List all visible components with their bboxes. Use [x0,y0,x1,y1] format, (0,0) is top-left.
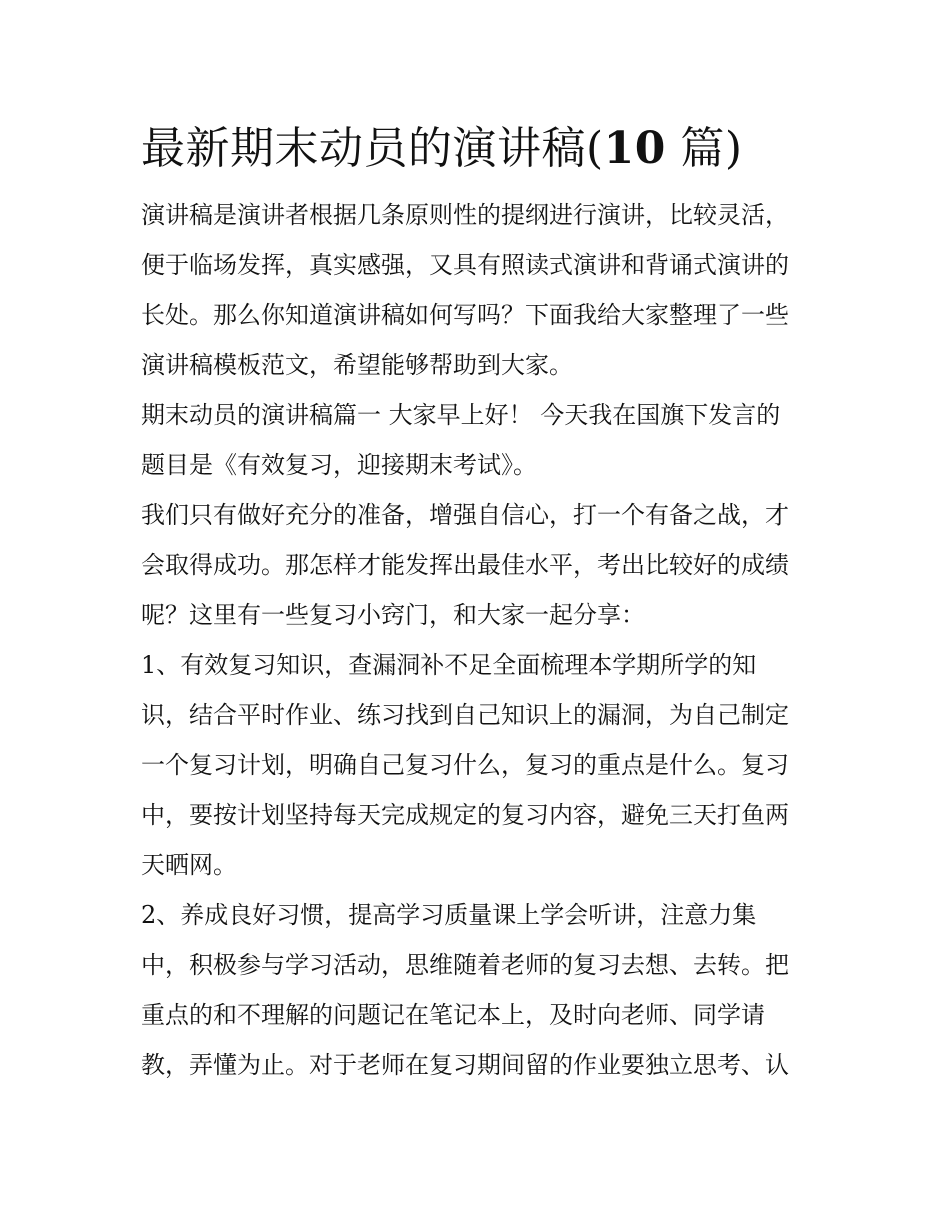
text-line: 教，弄懂为止。对于老师在复习期间留的作业要独立思考、认 [141,1051,789,1079]
tip-1-paragraph [141,640,813,890]
text-line: 我们只有做好充分的准备，增强自信心，打一个有备之战，才 [141,501,789,529]
text-line: 重点的和不理解的问题记在笔记本上，及时向老师、同学请 [141,1001,765,1029]
text-line: 中，积极参与学习活动，思维随着老师的复习去想、去转。把 [141,951,789,979]
intro-paragraph [141,190,813,390]
speech-opening-paragraph [141,390,813,490]
text-line: 演讲稿模板范文，希望能够帮助到大家。 [141,351,573,379]
text-line: 天晒网。 [141,851,237,879]
document-body [141,118,813,1090]
text-line: 会取得成功。那怎样才能发挥出最佳水平，考出比较好的成绩 [141,551,789,579]
text-line: 长处。那么你知道演讲稿如何写吗？下面我给大家整理了一些 [141,301,789,329]
text-line: 识，结合平时作业、练习找到自己知识上的漏洞，为自己制定 [141,701,789,729]
title-count: 10 [603,123,666,174]
text-line: 2、养成良好习惯，提高学习质量课上学会听讲，注意力集 [141,901,757,929]
title-text-end: 篇) [665,123,743,174]
text-line: 便于临场发挥，真实感强，又具有照读式演讲和背诵式演讲的 [141,251,789,279]
text-line: 呢？这里有一些复习小窍门，和大家一起分享： [141,601,645,629]
text-line: 演讲稿是演讲者根据几条原则性的提纲进行演讲，比较灵活， [141,201,789,229]
preparation-paragraph [141,490,813,640]
text-line: 题目是《有效复习，迎接期末考试》。 [141,451,537,479]
tip-2-paragraph [141,890,813,1090]
title-text-start: 最新期末动员的演讲稿( [141,123,604,174]
document-title [141,118,813,180]
text-line: 1、有效复习知识，查漏洞补不足全面梳理本学期所学的知 [141,651,757,679]
text-line: 中，要按计划坚持每天完成规定的复习内容，避免三天打鱼两 [141,801,789,829]
text-line: 期末动员的演讲稿篇一 大家早上好！ 今天我在国旗下发言的 [141,401,781,429]
text-line: 一个复习计划，明确自己复习什么，复习的重点是什么。复习 [141,751,789,779]
